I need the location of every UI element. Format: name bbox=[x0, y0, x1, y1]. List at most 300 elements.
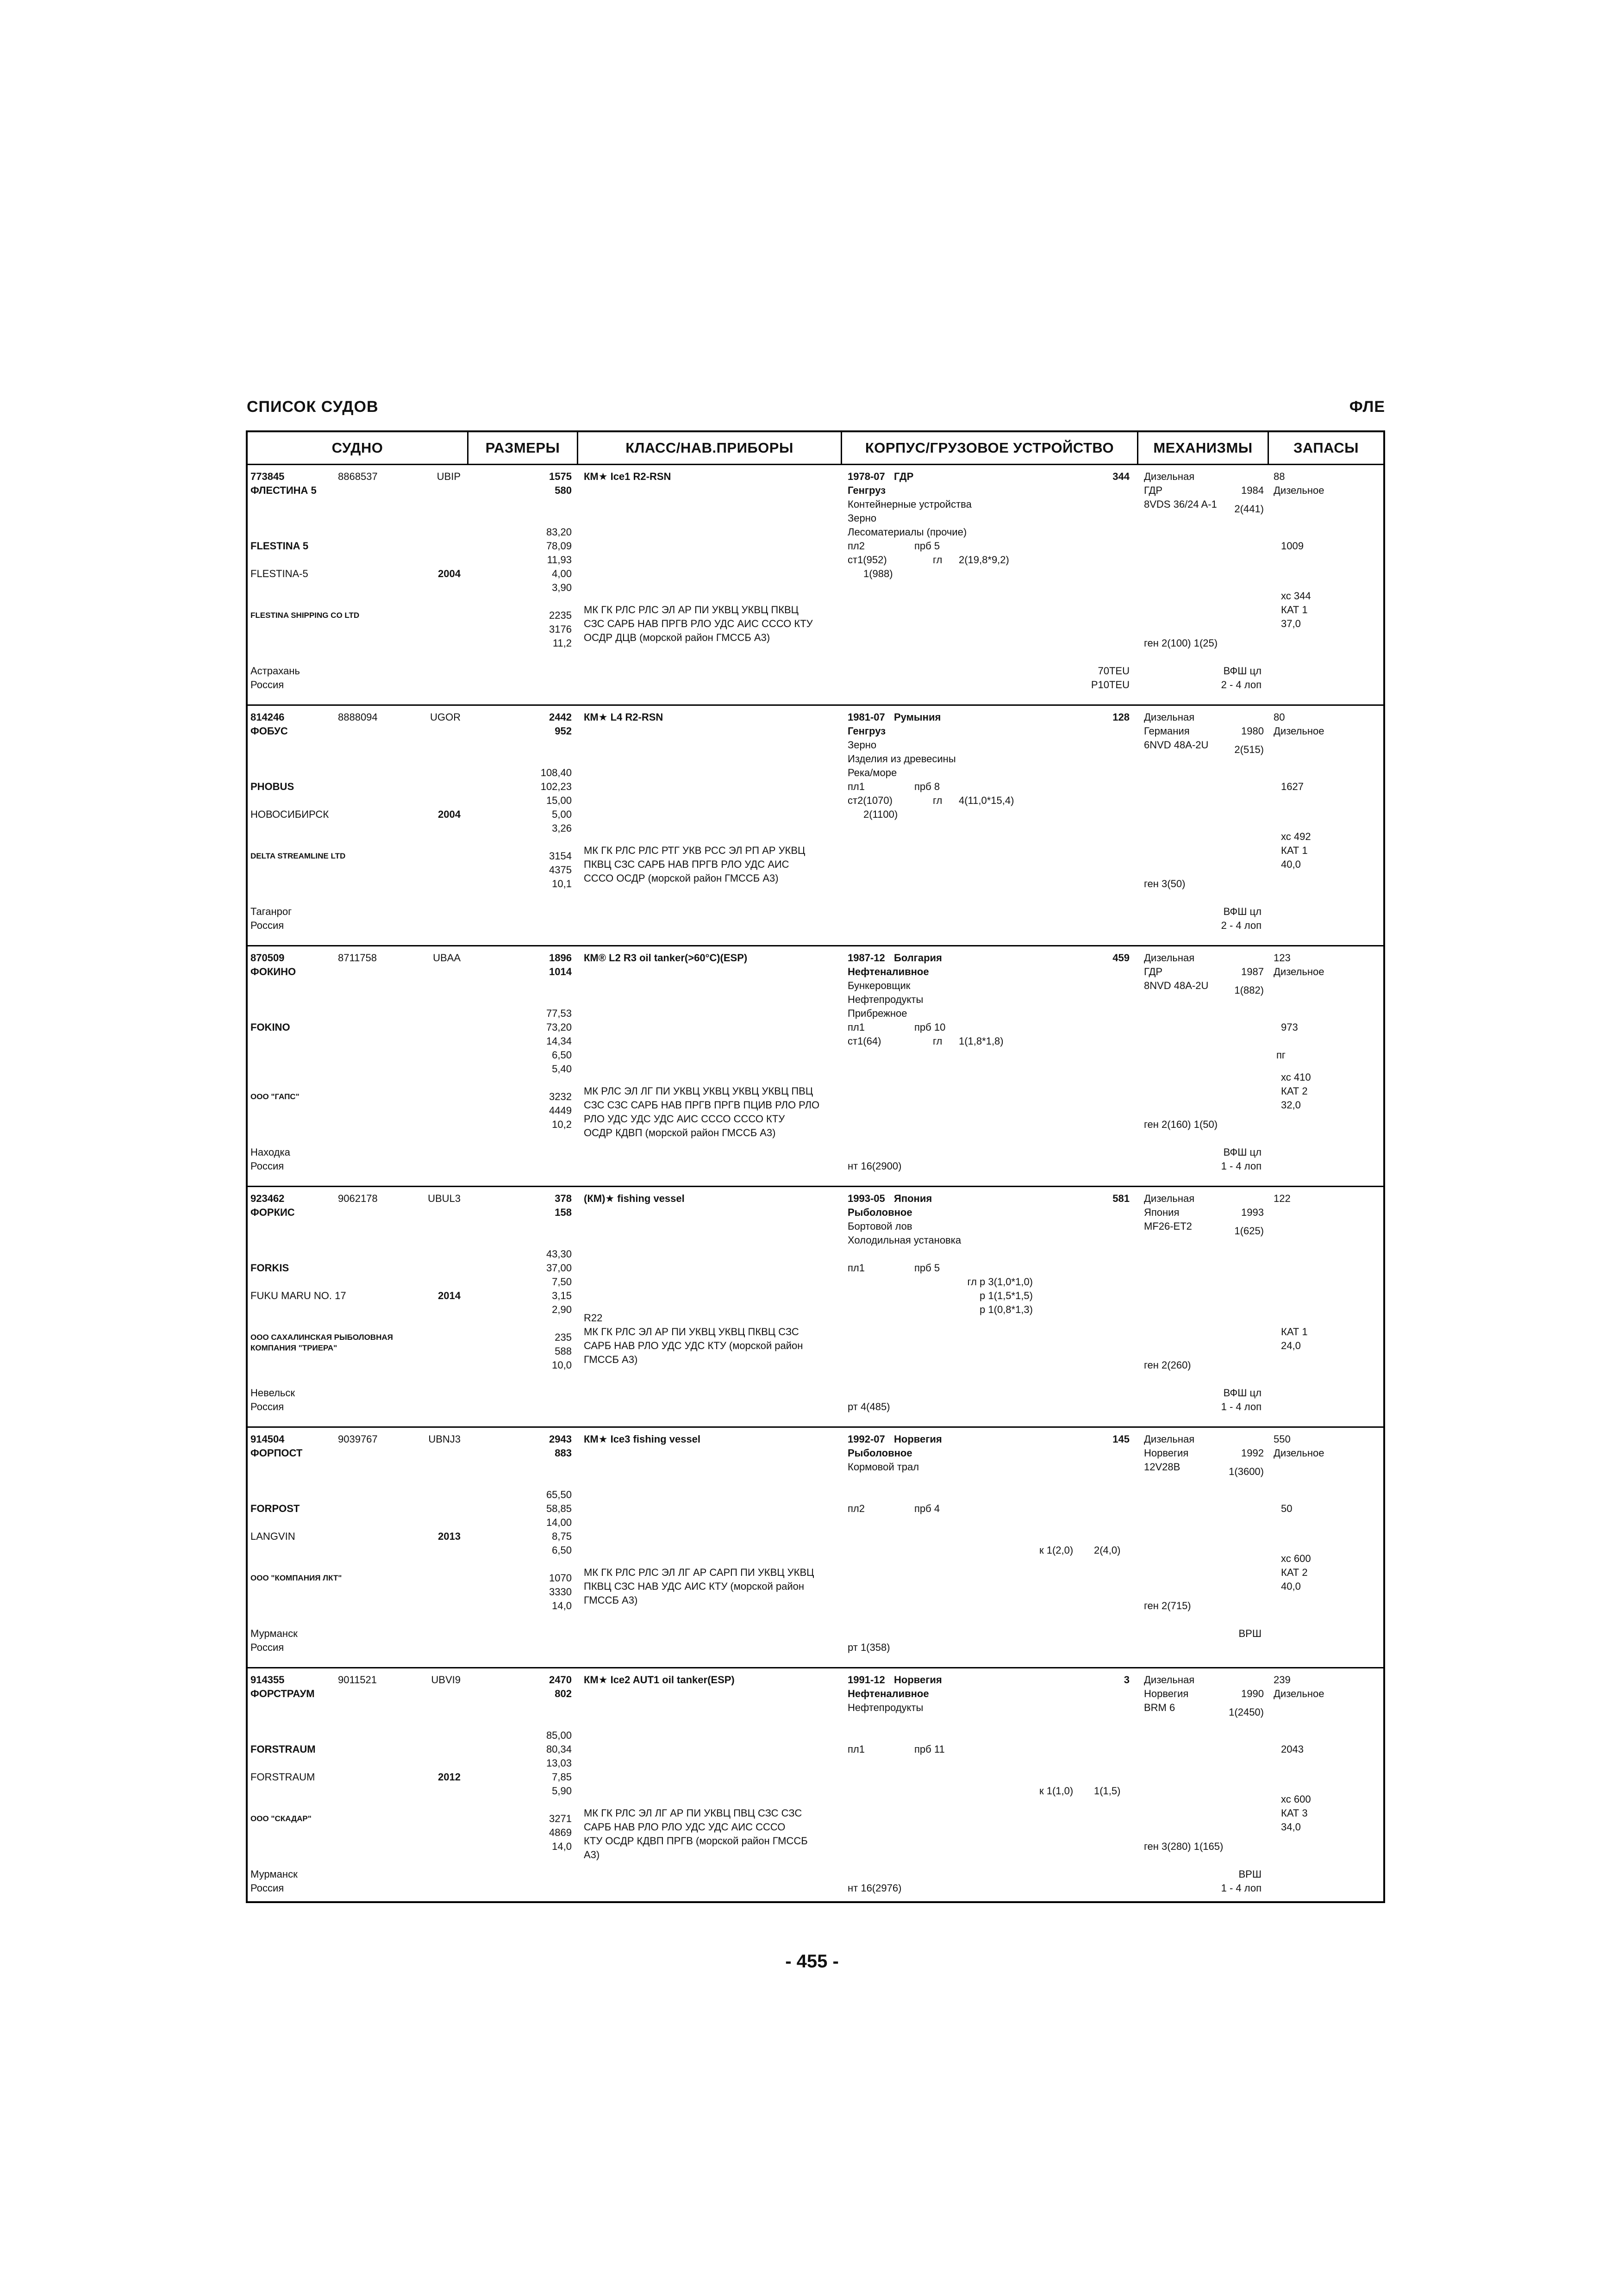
fuel-stock: 123 bbox=[1274, 952, 1291, 964]
imo-number: 8868537 bbox=[338, 471, 378, 482]
cargo-line-3: Лесоматериалы (прочие) bbox=[848, 526, 967, 538]
ship-name: ФОРСТРАУМ bbox=[250, 1688, 315, 1699]
hold-capacity: 2(1100) bbox=[863, 809, 898, 820]
nav-equipment-3: РЛО УДС УДС УДС АИС СССО СССО КТУ bbox=[584, 1113, 785, 1125]
hull-number: 3 bbox=[1124, 1674, 1130, 1686]
nav-prefix: R22 bbox=[584, 1312, 603, 1324]
build-date: 1981-07 bbox=[848, 711, 885, 723]
shipowner: ООО "КОМПАНИЯ ЛКТ" bbox=[250, 1574, 342, 1582]
ship-name-latin: FORPOST bbox=[250, 1503, 300, 1514]
build-date: 1992-07 bbox=[848, 1433, 885, 1445]
ship-entry bbox=[248, 946, 1383, 1187]
refrigeration: хс 600 bbox=[1281, 1793, 1311, 1805]
engine-year: 1980 bbox=[1241, 725, 1264, 737]
registry-number: 773845 bbox=[250, 471, 285, 482]
length-overall: 85,00 bbox=[546, 1730, 572, 1741]
call-sign: UGOR bbox=[430, 711, 461, 723]
ship-type: Генгруз bbox=[848, 485, 886, 496]
ship-entry bbox=[248, 1187, 1383, 1428]
crew-category: КАТ 2 bbox=[1281, 1085, 1308, 1097]
autonomy: 32,0 bbox=[1281, 1099, 1301, 1111]
length-pp: 37,00 bbox=[546, 1262, 572, 1274]
generators: ген 3(280) 1(165) bbox=[1144, 1841, 1224, 1852]
ship-type: Нефтеналивное bbox=[848, 966, 929, 977]
tank-capacity: рт 4(485) bbox=[848, 1401, 890, 1412]
shipowner: ООО "СКАДАР" bbox=[250, 1814, 312, 1823]
refrigeration: хс 410 bbox=[1281, 1071, 1311, 1083]
refrigeration: хс 492 bbox=[1281, 831, 1311, 842]
depth: 4,00 bbox=[552, 568, 572, 579]
column-header-class: КЛАСС/НАВ.ПРИБОРЫ bbox=[625, 440, 793, 456]
shipowner: ООО "ГАПС" bbox=[250, 1092, 300, 1101]
length-overall: 77,53 bbox=[546, 1008, 572, 1019]
generators: ген 2(160) 1(50) bbox=[1144, 1119, 1218, 1130]
engine-country: Норвегия bbox=[1144, 1447, 1189, 1459]
build-country: ГДР bbox=[894, 471, 914, 482]
engine-year: 1990 bbox=[1241, 1688, 1264, 1699]
water-stock: 50 bbox=[1281, 1503, 1293, 1514]
nav-equipment-2: СЗС СЗС САРБ НАВ ПРГВ ПРГВ ПЦИВ РЛО РЛО bbox=[584, 1099, 820, 1111]
length-overall: 43,30 bbox=[546, 1248, 572, 1260]
cargo-gear-2: р 1(1,5*1,5) bbox=[980, 1290, 1033, 1301]
engine-model: 6NVD 48A-2U bbox=[1144, 739, 1209, 751]
ship-name: ФОБУС bbox=[250, 725, 288, 737]
autonomy: 40,0 bbox=[1281, 859, 1301, 870]
displacement: 3330 bbox=[549, 1586, 572, 1598]
net-tonnage: 952 bbox=[555, 725, 572, 737]
build-date: 1991-12 bbox=[848, 1674, 885, 1686]
home-port: Астрахань bbox=[250, 665, 300, 677]
class-notation: КМ★ Ice2 AUT1 oil tanker(ESP) bbox=[584, 1674, 735, 1686]
hatch-sizes: 4(11,0*15,4) bbox=[959, 795, 1014, 806]
fuel-stock: 550 bbox=[1274, 1433, 1291, 1445]
generators: ген 3(50) bbox=[1144, 878, 1186, 890]
nav-equipment-4: А3) bbox=[584, 1849, 600, 1860]
cargo-line-3: Прибрежное bbox=[848, 1008, 907, 1019]
cargo-gear-1: гл р 3(1,0*1,0) bbox=[967, 1276, 1033, 1288]
registry-number: 914355 bbox=[250, 1674, 285, 1686]
hull-number: 459 bbox=[1112, 952, 1130, 964]
build-country: Япония bbox=[894, 1193, 932, 1204]
speed: 14,0 bbox=[552, 1600, 572, 1612]
crane-right: 1(1,5) bbox=[1094, 1785, 1121, 1797]
net-tonnage: 158 bbox=[555, 1207, 572, 1218]
engine-year: 1984 bbox=[1241, 485, 1264, 496]
list-title: СПИСОК СУДОВ bbox=[247, 398, 379, 416]
nav-equipment-1: МК ГК РЛС ЭЛ АР ПИ УКВЦ УКВЦ ПКВЦ СЗС bbox=[584, 1326, 799, 1338]
registration-year: 2013 bbox=[438, 1531, 461, 1542]
shipowner: DELTA STREAMLINE LTD bbox=[250, 852, 346, 860]
hatch-sizes: 1(1,8*1,8) bbox=[959, 1035, 1004, 1047]
crew-category: КАТ 3 bbox=[1281, 1807, 1308, 1819]
deadweight: 3154 bbox=[549, 850, 572, 862]
bulkheads: прб 4 bbox=[914, 1503, 940, 1514]
class-notation: КМ★ Ice3 fishing vessel bbox=[584, 1433, 701, 1445]
container-capacity-reefer: P10TEU bbox=[1091, 679, 1130, 691]
nav-equipment-3: ГМССБ А3) bbox=[584, 1354, 638, 1365]
decks: пл2 bbox=[848, 540, 865, 552]
speed: 11,2 bbox=[552, 637, 572, 649]
breadth: 11,93 bbox=[547, 554, 572, 566]
length-pp: 80,34 bbox=[546, 1743, 572, 1755]
crew-category: КАТ 1 bbox=[1281, 845, 1308, 856]
registration-year: 2014 bbox=[438, 1290, 461, 1301]
crew-category: КАТ 1 bbox=[1281, 604, 1308, 616]
draft: 3,26 bbox=[552, 822, 572, 834]
displacement: 3176 bbox=[549, 623, 572, 635]
build-country: Норвегия bbox=[894, 1433, 942, 1445]
bulkheads: прб 8 bbox=[914, 781, 940, 792]
holds: ст1(64) bbox=[848, 1035, 881, 1047]
decks: пл1 bbox=[848, 1262, 865, 1274]
deadweight: 2235 bbox=[549, 610, 572, 621]
draft: 5,90 bbox=[552, 1785, 572, 1797]
draft: 3,90 bbox=[552, 582, 572, 593]
engine-year: 1987 bbox=[1241, 966, 1264, 977]
length-pp: 102,23 bbox=[540, 781, 572, 792]
ship-type: Генгруз bbox=[848, 725, 886, 737]
net-tonnage: 883 bbox=[555, 1447, 572, 1459]
nav-equipment-2: ПКВЦ СЗС САРБ НАВ ПРГВ РЛО УДС АИС bbox=[584, 859, 789, 870]
bulkheads: прб 10 bbox=[914, 1021, 946, 1033]
ship-name-latin: PHOBUS bbox=[250, 781, 294, 792]
speed: 10,1 bbox=[552, 878, 572, 890]
length-pp: 78,09 bbox=[546, 540, 572, 552]
engine-power: 1(3600) bbox=[1229, 1466, 1264, 1477]
ship-type: Нефтеналивное bbox=[848, 1688, 929, 1699]
decks: пл1 bbox=[848, 1021, 865, 1033]
ship-name-latin: FORSTRAUM bbox=[250, 1743, 316, 1755]
former-name: LANGVIN bbox=[250, 1531, 295, 1542]
autonomy: 24,0 bbox=[1281, 1340, 1301, 1351]
column-header-row bbox=[248, 432, 1383, 465]
call-sign: UBVI9 bbox=[431, 1674, 461, 1686]
nav-equipment-3: ОСДР ДЦВ (морской район ГМССБ А3) bbox=[584, 632, 770, 643]
nav-equipment-2: ПКВЦ СЗС НАВ УДС АИС КТУ (морской район bbox=[584, 1580, 805, 1592]
ship-name: ФЛЕСТИНА 5 bbox=[250, 485, 317, 496]
call-sign: UBNJ3 bbox=[428, 1433, 461, 1445]
bulkheads: прб 5 bbox=[914, 540, 940, 552]
draft: 6,50 bbox=[552, 1544, 572, 1556]
propeller: ВРШ bbox=[1238, 1868, 1262, 1880]
ship-name-latin: FLESTINA 5 bbox=[250, 540, 309, 552]
displacement: 4869 bbox=[549, 1827, 572, 1838]
engine-country: ГДР bbox=[1144, 485, 1163, 496]
call-sign: UBIP bbox=[437, 471, 461, 482]
tank-capacity: нт 16(2900) bbox=[848, 1160, 902, 1172]
breadth: 13,03 bbox=[546, 1757, 572, 1769]
nav-equipment-2: САРБ НАВ РЛО УДС УДС КТУ (морской район bbox=[584, 1340, 803, 1351]
propeller: ВФШ цл bbox=[1223, 1146, 1262, 1158]
page-number: - 455 - bbox=[785, 1951, 839, 1972]
crew-category: КАТ 1 bbox=[1281, 1326, 1308, 1338]
ship-entry bbox=[248, 1668, 1383, 1909]
cargo-line-2: Изделия из древесины bbox=[848, 753, 956, 765]
imo-number: 9011521 bbox=[338, 1674, 377, 1686]
autonomy: 40,0 bbox=[1281, 1580, 1301, 1592]
depth: 8,75 bbox=[552, 1531, 572, 1542]
home-port: Таганрог bbox=[250, 906, 292, 917]
hull-number: 581 bbox=[1112, 1193, 1130, 1204]
engine-model: 12V28B bbox=[1144, 1461, 1181, 1473]
draft: 5,40 bbox=[552, 1063, 572, 1075]
bulkheads: прб 5 bbox=[914, 1262, 940, 1274]
engine-country: Япония bbox=[1144, 1207, 1180, 1218]
ship-type: Рыболовное bbox=[848, 1207, 912, 1218]
nav-equipment-2: СЗС САРБ НАВ ПРГВ РЛО УДС АИС СССО КТУ bbox=[584, 618, 813, 629]
imo-number: 9039767 bbox=[338, 1433, 378, 1445]
cargo-line-1: Кормовой трал bbox=[848, 1461, 919, 1473]
cargo-line-2: Холодильная установка bbox=[848, 1234, 962, 1246]
nav-equipment-3: СССО ОСДР (морской район ГМССБ А3) bbox=[584, 872, 779, 884]
nav-equipment-3: КТУ ОСДР КДВП ПРГВ (морской район ГМССБ bbox=[584, 1835, 808, 1847]
engine-power: 2(515) bbox=[1234, 744, 1264, 755]
home-port: Мурманск bbox=[250, 1868, 298, 1880]
nav-equipment-3: ГМССБ А3) bbox=[584, 1594, 638, 1606]
home-port: Находка bbox=[250, 1146, 290, 1158]
net-tonnage: 802 bbox=[555, 1688, 572, 1699]
engine-power: 1(882) bbox=[1234, 984, 1264, 996]
crane-left: к 1(2,0) bbox=[1039, 1544, 1074, 1556]
engine-year: 1993 bbox=[1241, 1207, 1264, 1218]
engine-type: Дизельная bbox=[1144, 711, 1195, 723]
engine-power: 1(625) bbox=[1234, 1225, 1264, 1237]
call-sign: UBUL3 bbox=[428, 1193, 461, 1204]
speed: 10,0 bbox=[552, 1359, 572, 1371]
registry-number: 923462 bbox=[250, 1193, 285, 1204]
nav-equipment-1: МК ГК РЛС РЛС РТГ УКВ РСС ЭЛ РП АР УКВЦ bbox=[584, 845, 806, 856]
cargo-line-2: Нефтепродукты bbox=[848, 994, 924, 1005]
registry-number: 914504 bbox=[250, 1433, 285, 1445]
hatch-type: гл bbox=[933, 1035, 943, 1047]
ship-name-latin: FORKIS bbox=[250, 1262, 289, 1274]
holds: ст2(1070) bbox=[848, 795, 893, 806]
cargo-line-2: Зерно bbox=[848, 512, 877, 524]
gross-tonnage: 2442 bbox=[549, 711, 572, 723]
propeller-blades: 1 - 4 лоп bbox=[1221, 1160, 1262, 1172]
refrigeration: хс 600 bbox=[1281, 1553, 1311, 1564]
ship-name: ФОКИНО bbox=[250, 966, 296, 977]
bulkheads: прб 11 bbox=[914, 1743, 945, 1755]
build-country: Румыния bbox=[894, 711, 941, 723]
tank-capacity: нт 16(2976) bbox=[848, 1882, 902, 1894]
build-date: 1993-05 bbox=[848, 1193, 885, 1204]
generators: ген 2(100) 1(25) bbox=[1144, 637, 1218, 649]
hull-number: 145 bbox=[1112, 1433, 1130, 1445]
cargo-line-3: Река/море bbox=[848, 767, 897, 778]
engine-model: 8VDS 36/24 A-1 bbox=[1144, 498, 1217, 510]
ship-entry bbox=[248, 706, 1383, 946]
build-country: Болгария bbox=[894, 952, 942, 964]
breadth: 15,00 bbox=[546, 795, 572, 806]
length-pp: 58,85 bbox=[546, 1503, 572, 1514]
crane-right: 2(4,0) bbox=[1094, 1544, 1121, 1556]
engine-power: 1(2450) bbox=[1229, 1706, 1264, 1718]
crew-category: КАТ 2 bbox=[1281, 1567, 1308, 1578]
crane-left: к 1(1,0) bbox=[1039, 1785, 1074, 1797]
fuel-type: Дизельное bbox=[1274, 1447, 1324, 1459]
ship-entry bbox=[248, 465, 1383, 706]
displacement: 4449 bbox=[549, 1105, 572, 1116]
length-pp: 73,20 bbox=[546, 1021, 572, 1033]
class-notation: КМ★ Ice1 R2-RSN bbox=[584, 471, 671, 482]
fuel-stock: 239 bbox=[1274, 1674, 1291, 1686]
decks: пл2 bbox=[848, 1503, 865, 1514]
fuel-stock: 80 bbox=[1274, 711, 1285, 723]
cargo-line-1: Нефтепродукты bbox=[848, 1702, 924, 1713]
imo-number: 9062178 bbox=[338, 1193, 378, 1204]
engine-model: BRM 6 bbox=[1144, 1702, 1175, 1713]
fuel-type: Дизельное bbox=[1274, 966, 1324, 977]
ship-name: ФОРПОСТ bbox=[250, 1447, 303, 1459]
breadth: 14,00 bbox=[546, 1517, 572, 1528]
cargo-line-1: Бункеровщик bbox=[848, 980, 911, 991]
home-port: Невельск bbox=[250, 1387, 295, 1399]
hatch-sizes: 2(19,8*9,2) bbox=[959, 554, 1009, 566]
former-name: FORSTRAUM bbox=[250, 1771, 315, 1783]
flag-country: Россия bbox=[250, 920, 284, 931]
net-tonnage: 580 bbox=[555, 485, 572, 496]
shipowner: FLESTINA SHIPPING CO LTD bbox=[250, 611, 360, 620]
autonomy: 34,0 bbox=[1281, 1821, 1301, 1833]
cargo-line-1: Зерно bbox=[848, 739, 877, 751]
section-marker: ФЛЕ bbox=[1349, 398, 1385, 416]
cargo-line-1: Бортовой лов bbox=[848, 1220, 912, 1232]
call-sign: UBAA bbox=[433, 952, 461, 964]
build-country: Норвегия bbox=[894, 1674, 942, 1686]
hatch-type: гл bbox=[933, 795, 943, 806]
nav-equipment-2: САРБ НАВ РЛО РЛО УДС УДС АИС СССО bbox=[584, 1821, 786, 1833]
former-name: FLESTINA-5 bbox=[250, 568, 308, 579]
engine-type: Дизельная bbox=[1144, 952, 1195, 964]
length-overall: 108,40 bbox=[540, 767, 572, 778]
engine-power: 2(441) bbox=[1234, 503, 1264, 515]
column-header-hull: КОРПУС/ГРУЗОВОЕ УСТРОЙСТВО bbox=[865, 440, 1114, 456]
shipowner: ООО САХАЛИНСКАЯ РЫБОЛОВНАЯ bbox=[250, 1333, 393, 1342]
length-overall: 65,50 bbox=[546, 1489, 572, 1500]
registry-number: 814246 bbox=[250, 711, 285, 723]
column-header-vessel: СУДНО bbox=[331, 440, 383, 456]
engine-type: Дизельная bbox=[1144, 1193, 1195, 1204]
hold-capacity: 1(988) bbox=[863, 568, 893, 579]
holds: ст1(952) bbox=[848, 554, 887, 566]
cargo-note: пг bbox=[1276, 1049, 1286, 1061]
shipowner-line-2: КОМПАНИЯ "ТРИЕРА" bbox=[250, 1344, 337, 1352]
fuel-stock: 122 bbox=[1274, 1193, 1291, 1204]
fuel-type: Дизельное bbox=[1274, 485, 1324, 496]
class-notation: (КМ)★ fishing vessel bbox=[584, 1193, 685, 1204]
engine-type: Дизельная bbox=[1144, 471, 1195, 482]
engine-type: Дизельная bbox=[1144, 1674, 1195, 1686]
deadweight: 3232 bbox=[549, 1091, 572, 1102]
ship-table bbox=[246, 430, 1385, 1903]
deadweight: 3271 bbox=[549, 1813, 572, 1824]
nav-equipment-1: МК РЛС ЭЛ ЛГ ПИ УКВЦ УКВЦ УКВЦ УКВЦ ПВЦ bbox=[584, 1085, 813, 1097]
nav-equipment-1: МК ГК РЛС РЛС ЭЛ АР ПИ УКВЦ УКВЦ ПКВЦ bbox=[584, 604, 799, 616]
propeller: ВФШ цл bbox=[1223, 665, 1262, 677]
propeller-blades: 2 - 4 лоп bbox=[1221, 920, 1262, 931]
build-date: 1978-07 bbox=[848, 471, 885, 482]
ship-name: ФОРКИС bbox=[250, 1207, 295, 1218]
imo-number: 8711758 bbox=[338, 952, 377, 964]
flag-country: Россия bbox=[250, 1160, 284, 1172]
flag-country: Россия bbox=[250, 1642, 284, 1653]
nav-equipment-4: ОСДР КДВП (морской район ГМССБ А3) bbox=[584, 1127, 776, 1139]
gross-tonnage: 2943 bbox=[549, 1433, 572, 1445]
tank-capacity: рт 1(358) bbox=[848, 1642, 890, 1653]
registration-year: 2004 bbox=[438, 809, 461, 820]
flag-country: Россия bbox=[250, 1882, 284, 1894]
propeller: ВФШ цл bbox=[1223, 906, 1262, 917]
column-header-machinery: МЕХАНИЗМЫ bbox=[1153, 440, 1253, 456]
speed: 10,2 bbox=[552, 1119, 572, 1130]
length-overall: 83,20 bbox=[546, 526, 572, 538]
propeller-blades: 1 - 4 лоп bbox=[1221, 1882, 1262, 1894]
gross-tonnage: 1575 bbox=[549, 471, 572, 482]
registry-number: 870509 bbox=[250, 952, 285, 964]
refrigeration: хс 344 bbox=[1281, 590, 1311, 602]
ship-type: Рыболовное bbox=[848, 1447, 912, 1459]
engine-type: Дизельная bbox=[1144, 1433, 1195, 1445]
class-notation: КМ® L2 R3 oil tanker(>60°C)(ESP) bbox=[584, 952, 748, 964]
former-name: FUKU MARU NO. 17 bbox=[250, 1290, 346, 1301]
ship-name-latin: FOKINO bbox=[250, 1021, 290, 1033]
autonomy: 37,0 bbox=[1281, 618, 1301, 629]
breadth: 7,50 bbox=[552, 1276, 572, 1288]
hatch-type: гл bbox=[933, 554, 943, 566]
nav-equipment-1: МК ГК РЛС ЭЛ ЛГ АР ПИ УКВЦ ПВЦ СЗС СЗС bbox=[584, 1807, 802, 1819]
speed: 14,0 bbox=[552, 1841, 572, 1852]
hull-number: 128 bbox=[1112, 711, 1130, 723]
engine-country: Германия bbox=[1144, 725, 1190, 737]
propeller: ВФШ цл bbox=[1223, 1387, 1262, 1399]
engine-year: 1992 bbox=[1241, 1447, 1264, 1459]
flag-country: Россия bbox=[250, 1401, 284, 1412]
cargo-gear-3: р 1(0,8*1,3) bbox=[980, 1304, 1033, 1315]
home-port: Мурманск bbox=[250, 1628, 298, 1639]
depth: 6,50 bbox=[552, 1049, 572, 1061]
hull-number: 344 bbox=[1112, 471, 1130, 482]
registration-year: 2012 bbox=[438, 1771, 461, 1783]
container-capacity: 70TEU bbox=[1098, 665, 1130, 677]
registration-year: 2004 bbox=[438, 568, 461, 579]
class-notation: КМ★ L4 R2-RSN bbox=[584, 711, 663, 723]
fuel-type: Дизельное bbox=[1274, 725, 1324, 737]
generators: ген 2(260) bbox=[1144, 1359, 1191, 1371]
depth: 5,00 bbox=[552, 809, 572, 820]
deadweight: 235 bbox=[555, 1332, 572, 1343]
cargo-line-1: Контейнерные устройства bbox=[848, 498, 972, 510]
propeller: ВРШ bbox=[1238, 1628, 1262, 1639]
gross-tonnage: 378 bbox=[555, 1193, 572, 1204]
decks: пл1 bbox=[848, 781, 865, 792]
generators: ген 2(715) bbox=[1144, 1600, 1191, 1612]
water-stock: 973 bbox=[1281, 1021, 1298, 1033]
decks: пл1 bbox=[848, 1743, 865, 1755]
depth: 3,15 bbox=[552, 1290, 572, 1301]
flag-country: Россия bbox=[250, 679, 284, 691]
column-header-stores: ЗАПАСЫ bbox=[1293, 440, 1359, 456]
water-stock: 1009 bbox=[1281, 540, 1304, 552]
propeller-blades: 1 - 4 лоп bbox=[1221, 1401, 1262, 1412]
column-header-dimensions: РАЗМЕРЫ bbox=[485, 440, 560, 456]
net-tonnage: 1014 bbox=[549, 966, 572, 977]
imo-number: 8888094 bbox=[338, 711, 378, 723]
propeller-blades: 2 - 4 лоп bbox=[1221, 679, 1262, 691]
water-stock: 2043 bbox=[1281, 1743, 1304, 1755]
engine-country: ГДР bbox=[1144, 966, 1163, 977]
depth: 7,85 bbox=[552, 1771, 572, 1783]
